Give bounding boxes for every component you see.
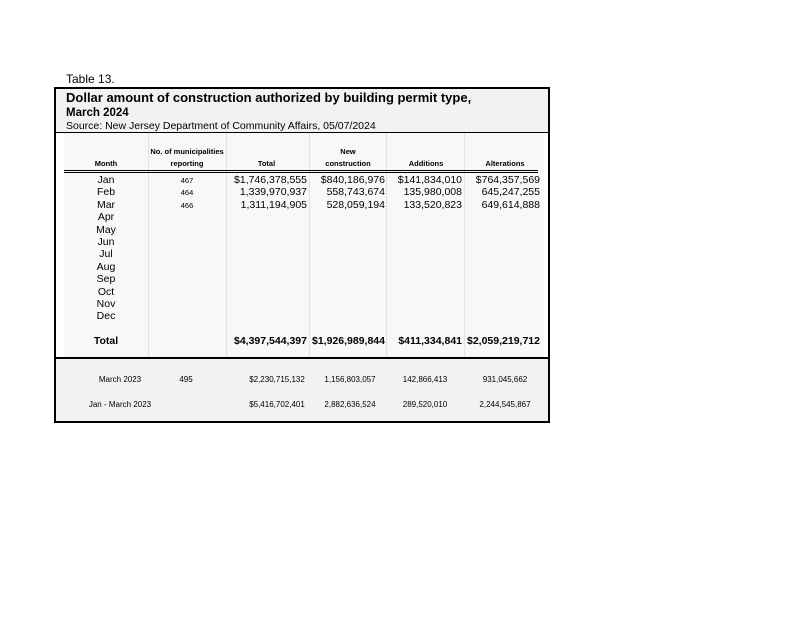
row-municipalities: 464	[180, 188, 194, 198]
table-period: March 2024	[66, 107, 129, 119]
header-rule-top	[64, 170, 538, 171]
row-month: Nov	[96, 298, 116, 310]
col-header-new-line2: construction	[325, 159, 371, 168]
row-alterations: 645,247,255	[481, 186, 540, 199]
col-header-municipalities-line2: reporting	[170, 159, 204, 168]
table-title: Dollar amount of construction authorized by building permit type,	[66, 90, 472, 105]
comparison-municipalities: 495	[179, 375, 193, 384]
row-month: Oct	[97, 285, 115, 298]
col-header-alterations: Alterations	[485, 159, 525, 168]
row-additions: $141,834,010	[397, 174, 462, 186]
total-new-construction: $1,926,989,844	[312, 335, 385, 347]
comparison-new-construction: 1,156,803,057	[324, 375, 376, 384]
row-municipalities: 466	[180, 200, 194, 210]
row-month: May	[96, 223, 116, 236]
permit-table	[54, 87, 550, 423]
row-total: 1,339,970,937	[239, 186, 307, 199]
row-alterations: $764,357,569	[475, 174, 540, 186]
row-additions: 135,980,008	[403, 186, 462, 199]
table-header	[56, 89, 548, 133]
row-month: Jun	[97, 236, 115, 248]
row-month: Mar	[96, 198, 116, 211]
col-header-month: Month	[94, 159, 118, 168]
comparison-alterations: 2,244,545,867	[479, 400, 531, 409]
col-header-total: Total	[257, 159, 276, 168]
comparison-new-construction: 2,882,636,524	[324, 400, 376, 409]
row-month: Dec	[96, 310, 116, 323]
table-number: Table 13.	[66, 72, 115, 86]
row-new-construction: 528,059,194	[326, 198, 385, 211]
table-source: Source: New Jersey Department of Community Affairs, 05/07/2024	[66, 120, 376, 132]
comparison-additions: 289,520,010	[402, 400, 448, 409]
row-total: 1,311,194,905	[240, 198, 307, 211]
comparison-total: $2,230,715,132	[249, 375, 305, 384]
row-month: Jan	[97, 174, 115, 186]
total-alterations: $2,059,219,712	[467, 335, 540, 347]
row-new-construction: $840,186,976	[320, 174, 385, 186]
row-additions: 133,520,823	[403, 198, 462, 211]
row-municipalities: 467	[180, 176, 194, 185]
header-rule-bottom	[64, 172, 538, 173]
row-month: Apr	[97, 211, 115, 224]
comparison-label: March 2023	[98, 375, 142, 384]
total-additions: $411,334,841	[398, 335, 462, 347]
comparison-section	[56, 359, 548, 421]
comparison-alterations: 931,045,662	[482, 375, 528, 384]
comparison-total: $5,416,702,401	[249, 400, 305, 409]
col-header-municipalities-line1: No. of municipalities	[150, 147, 224, 156]
row-month: Feb	[96, 186, 116, 199]
col-header-new-line1: New	[340, 147, 356, 156]
comparison-additions: 142,866,413	[402, 375, 448, 384]
total-total: $4,397,544,397	[234, 335, 307, 347]
row-total: $1,746,378,555	[234, 174, 307, 186]
col-header-additions: Additions	[408, 159, 444, 168]
row-month: Jul	[99, 248, 113, 261]
row-month: Aug	[96, 260, 116, 273]
row-new-construction: 558,743,674	[326, 186, 385, 199]
row-month: Sep	[96, 273, 116, 286]
row-alterations: 649,614,888	[481, 198, 540, 211]
comparison-label: Jan - March 2023	[88, 400, 152, 409]
total-label: Total	[93, 335, 119, 347]
